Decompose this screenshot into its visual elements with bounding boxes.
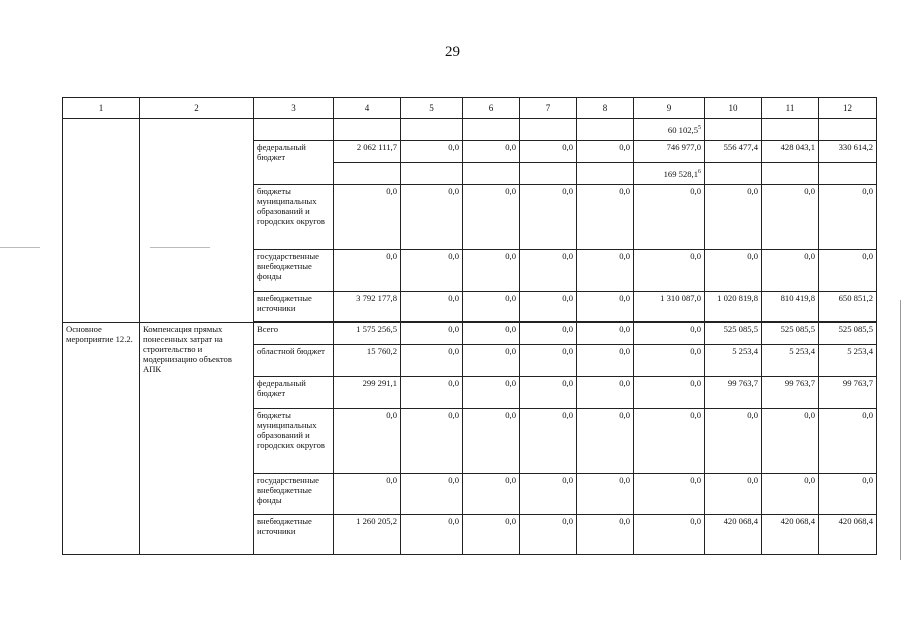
cell-value: 0,0 [705, 250, 762, 292]
cell-value: 169 528,1$^6$ [634, 163, 705, 185]
col-num: 11 [762, 98, 819, 119]
col-num: 10 [705, 98, 762, 119]
cell-value: 0,0 [401, 292, 463, 322]
cell-value: 5 253,4 [762, 345, 819, 377]
cell-value: 0,0 [819, 185, 877, 250]
cell-value: 99 763,7 [705, 377, 762, 409]
cell-value: 1 020 819,8 [705, 292, 762, 322]
cell-value: 0,0 [401, 377, 463, 409]
cell-source: федеральный бюджет [254, 377, 334, 409]
cell [334, 163, 401, 185]
cell-value: 0,0 [577, 345, 634, 377]
cell-value: 15 760,2 [334, 345, 401, 377]
cell-value: 0,0 [334, 250, 401, 292]
cell-value: 0,0 [334, 185, 401, 250]
cell-source: бюджеты муниципальных образований и городских округов [254, 185, 334, 250]
cell-value: 0,0 [520, 515, 577, 555]
cell-value: 0,0 [634, 377, 705, 409]
cell-value: 0,0 [401, 250, 463, 292]
col-num: 6 [463, 98, 520, 119]
cell-value: 0,0 [577, 474, 634, 515]
cell-value: 420 068,4 [819, 515, 877, 555]
cell-value: 0,0 [819, 409, 877, 474]
cell-value: 0,0 [634, 515, 705, 555]
col-num: 3 [254, 98, 334, 119]
cell-value: 0,0 [634, 474, 705, 515]
cell-description [140, 119, 254, 323]
cell-value: 0,0 [520, 323, 577, 345]
cell [401, 163, 463, 185]
cell [520, 119, 577, 141]
cell [577, 119, 634, 141]
cell-source: внебюджетные источники [254, 515, 334, 555]
cell-value: 99 763,7 [819, 377, 877, 409]
cell [520, 163, 577, 185]
cell-value: 0,0 [334, 474, 401, 515]
cell-value: 0,0 [520, 409, 577, 474]
col-num: 1 [63, 98, 140, 119]
cell [705, 119, 762, 141]
cell-value: 0,0 [401, 515, 463, 555]
cell-value: 0,0 [463, 141, 520, 163]
cell-value: 0,0 [463, 185, 520, 250]
scan-artifact [0, 247, 40, 248]
cell-value: 0,0 [762, 409, 819, 474]
cell-value: 0,0 [463, 409, 520, 474]
cell [463, 163, 520, 185]
cell-value: 0,0 [401, 345, 463, 377]
budget-table [62, 97, 877, 555]
cell [254, 119, 334, 141]
col-num: 2 [140, 98, 254, 119]
cell-value: 810 419,8 [762, 292, 819, 322]
cell-value: 5 253,4 [705, 345, 762, 377]
table-row [63, 119, 877, 141]
cell-value: 0,0 [463, 515, 520, 555]
cell-value: 0,0 [401, 185, 463, 250]
cell [463, 119, 520, 141]
cell-value: 0,0 [463, 345, 520, 377]
cell-value: 0,0 [705, 474, 762, 515]
cell-value: 0,0 [520, 141, 577, 163]
column-number-row [63, 98, 877, 119]
col-num: 12 [819, 98, 877, 119]
cell-value: 0,0 [705, 409, 762, 474]
cell-value: 0,0 [463, 474, 520, 515]
cell-value: 0,0 [705, 185, 762, 250]
cell-value: 0,0 [520, 185, 577, 250]
cell-value: 0,0 [577, 141, 634, 163]
cell-source: государственные внебюджетные фонды [254, 474, 334, 515]
cell-source: областной бюджет [254, 345, 334, 377]
cell-value: 0,0 [634, 250, 705, 292]
cell-value: 1 260 205,2 [334, 515, 401, 555]
col-num: 4 [334, 98, 401, 119]
cell-value: 0,0 [463, 250, 520, 292]
cell-value: 0,0 [463, 323, 520, 345]
cell-value: 0,0 [401, 141, 463, 163]
cell-description: Компенсация прямых понесенных затрат на строительство и модернизацию объектов АПК [140, 323, 254, 555]
cell-value: 0,0 [334, 409, 401, 474]
cell [334, 119, 401, 141]
cell-value: 0,0 [634, 185, 705, 250]
cell-value: 650 851,2 [819, 292, 877, 322]
cell-value: 0,0 [634, 323, 705, 345]
cell-value: 299 291,1 [334, 377, 401, 409]
cell [819, 163, 877, 185]
scan-edge [900, 300, 901, 560]
cell-source: внебюджетные источники [254, 292, 334, 322]
col-num: 7 [520, 98, 577, 119]
cell-value: 0,0 [577, 323, 634, 345]
cell-value: 0,0 [520, 250, 577, 292]
cell-value: 5 253,4 [819, 345, 877, 377]
cell-source: Всего [254, 323, 334, 345]
cell-value: 60 102,5$^5$ [634, 119, 705, 141]
cell-value: 0,0 [401, 409, 463, 474]
cell-value: 0,0 [577, 515, 634, 555]
cell-value: 0,0 [634, 345, 705, 377]
cell-source: федеральный бюджет [254, 141, 334, 185]
cell-value: 525 085,5 [819, 323, 877, 345]
cell-value: 0,0 [520, 292, 577, 322]
table-row [63, 323, 877, 345]
cell-value: 0,0 [520, 377, 577, 409]
cell-value: 1 575 256,5 [334, 323, 401, 345]
cell-value: 0,0 [401, 323, 463, 345]
cell-value: 428 043,1 [762, 141, 819, 163]
cell [401, 119, 463, 141]
cell-value: 0,0 [634, 409, 705, 474]
cell-value: 0,0 [520, 474, 577, 515]
cell-value: 525 085,5 [762, 323, 819, 345]
cell-value: 0,0 [762, 185, 819, 250]
cell-value: 525 085,5 [705, 323, 762, 345]
cell-value: 0,0 [463, 292, 520, 322]
cell-value: 0,0 [520, 345, 577, 377]
cell-value: 0,0 [577, 292, 634, 322]
cell-source: государственные внебюджетные фонды [254, 250, 334, 292]
cell [762, 119, 819, 141]
cell-activity: Основное мероприятие 12.2. [63, 323, 140, 555]
cell-value: 2 062 111,7 [334, 141, 401, 163]
cell-value: 420 068,4 [705, 515, 762, 555]
col-num: 8 [577, 98, 634, 119]
cell-value: 0,0 [762, 250, 819, 292]
cell-value: 3 792 177,8 [334, 292, 401, 322]
cell [577, 163, 634, 185]
cell-value: 0,0 [577, 377, 634, 409]
page-number: 29 [445, 44, 460, 60]
cell-value: 99 763,7 [762, 377, 819, 409]
cell-value: 0,0 [463, 377, 520, 409]
cell-value: 0,0 [401, 474, 463, 515]
cell-value: 0,0 [577, 409, 634, 474]
cell-value: 746 977,0 [634, 141, 705, 163]
cell-value: 0,0 [819, 474, 877, 515]
col-num: 5 [401, 98, 463, 119]
cell-value: 420 068,4 [762, 515, 819, 555]
col-num: 9 [634, 98, 705, 119]
cell-source: бюджеты муниципальных образований и городских округов [254, 409, 334, 474]
cell-activity [63, 119, 140, 323]
cell [705, 163, 762, 185]
cell-value: 0,0 [577, 185, 634, 250]
cell-value: 556 477,4 [705, 141, 762, 163]
cell-value: 330 614,2 [819, 141, 877, 163]
cell-value: 0,0 [819, 250, 877, 292]
cell [762, 163, 819, 185]
cell-value: 1 310 087,0 [634, 292, 705, 322]
cell [819, 119, 877, 141]
cell-value: 0,0 [762, 474, 819, 515]
cell-value: 0,0 [577, 250, 634, 292]
